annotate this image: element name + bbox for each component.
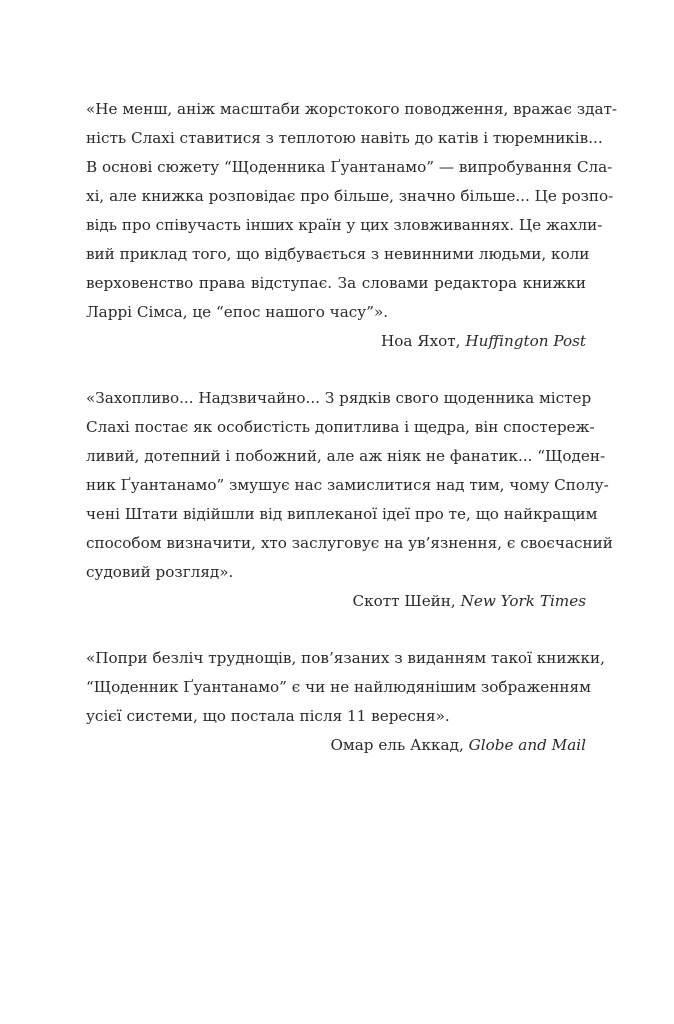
attribution-author: Ноа Яхот, — [381, 332, 466, 350]
quote-line: «Захопливо... Надзвичайно... З рядків свого щоденника містер — [86, 389, 592, 407]
page-content — [86, 95, 618, 788]
attribution-publication: Huffington Post — [465, 332, 586, 350]
quote-line: верховенство права відступає. За словами редактора книжки — [86, 274, 586, 292]
quote-text — [86, 384, 613, 587]
quote-text — [86, 95, 618, 327]
quote-line: Ларрі Сімса, це “епос нашого часу”». — [86, 303, 389, 321]
quote-text — [86, 644, 605, 731]
quote-line: чені Штати відійшли від виплеканої ідеї про те, що найкращим — [86, 505, 598, 523]
attribution-publication: New York Times — [460, 592, 586, 610]
quote-line: способом визначити, хто заслуговує на ув’язнення, є своєчасний — [86, 534, 613, 552]
quote-line: ність Слахі ставитися з теплотою навіть до катів і тюремників... — [86, 129, 603, 147]
attribution-author: Скотт Шейн, — [352, 592, 461, 610]
quote-line: усієї системи, що постала після 11 вересня». — [86, 707, 450, 725]
quote-line: «Попри безліч труднощів, пов’язаних з виданням такої книжки, — [86, 649, 605, 667]
quote-line: «Не менш, аніж масштаби жорстокого поводження, вражає здат- — [86, 100, 618, 118]
quote-line: Слахі постає як особистість допитлива і щедра, він спостереж- — [86, 418, 595, 436]
quote-line: відь про співучасть інших країн у цих зловживаннях. Це жахли- — [86, 216, 603, 234]
quote-block-2 — [86, 384, 613, 616]
quote-line: “Щоденник Ґуантанамо” є чи не найлюдянішим зображенням — [86, 678, 591, 696]
quote-line: хі, але книжка розповідає про більше, значно більше... Це розпо- — [86, 187, 614, 205]
quote-block-3 — [86, 644, 605, 760]
attribution-author: Омар ель Аккад, — [330, 736, 469, 754]
quote-line: судовий розгляд». — [86, 563, 234, 581]
quote-line: ник Ґуантанамо” змушує нас замислитися над тим, чому Сполу- — [86, 476, 609, 494]
quote-line: В основі сюжету “Щоденника Ґуантанамо” — випробування Сла- — [86, 158, 613, 176]
quote-attribution — [86, 731, 586, 760]
quote-line: вий приклад того, що відбувається з невинними людьми, коли — [86, 245, 590, 263]
quote-attribution — [86, 587, 586, 616]
attribution-publication: Globe and Mail — [468, 736, 586, 754]
quote-attribution — [86, 327, 586, 356]
quote-line: ливий, дотепний і побожний, але аж ніяк не фанатик... “Щоден- — [86, 447, 606, 465]
quote-block-1 — [86, 95, 618, 356]
